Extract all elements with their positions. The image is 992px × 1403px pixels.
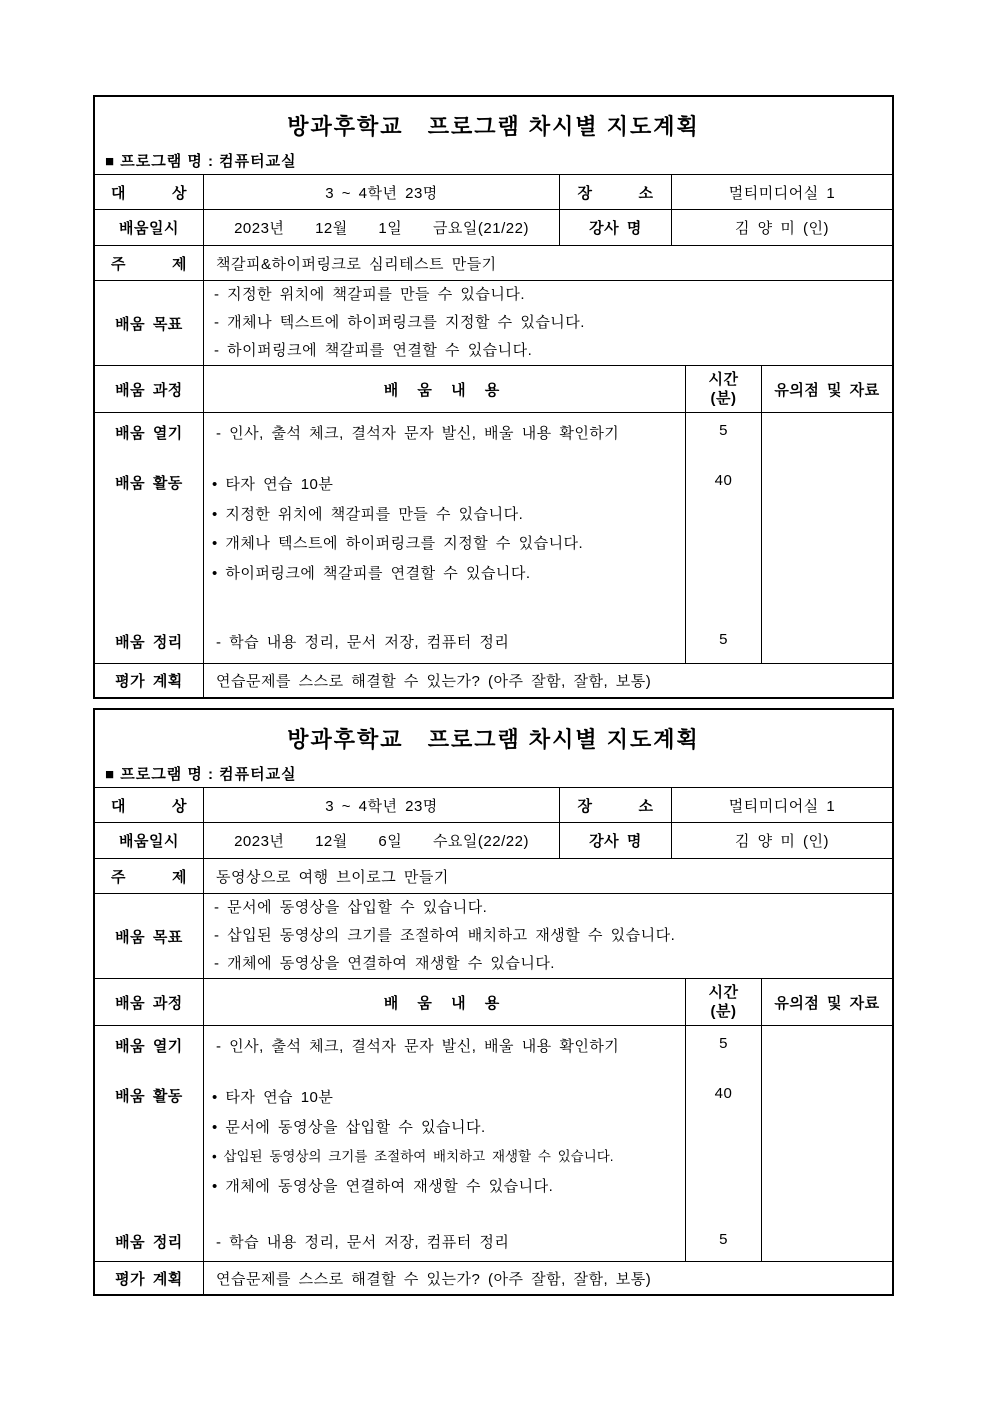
- process-header-row: [95, 979, 892, 1026]
- goal-row: [95, 894, 892, 979]
- opening-time: 5: [686, 413, 762, 463]
- activity-item: • 타자 연습 10분: [212, 476, 334, 493]
- subject-value: 책갈피&하이퍼링크로 심리테스트 만들기: [216, 255, 497, 273]
- date-value: 2023년 12월 1일 금요일(21/22): [204, 210, 560, 245]
- activity-row: [95, 463, 892, 628]
- activity-content: [204, 463, 686, 628]
- opening-row: [95, 413, 892, 463]
- target-label: 대 상: [95, 175, 204, 209]
- time-col-header: 시간 (분): [686, 366, 762, 412]
- goal-row: [95, 281, 892, 366]
- subject-row: [95, 246, 892, 281]
- date-instructor-row: [95, 210, 892, 246]
- goal-line: - 문서에 동영상을 삽입할 수 있습니다.: [214, 899, 488, 916]
- opening-content: - 인사, 출석 체크, 결석자 문자 발신, 배울 내용 확인하기: [204, 413, 686, 463]
- content-col-header: 배 움 내 용: [204, 979, 686, 1025]
- activity-item: • 하이퍼링크에 책갈피를 연결할 수 있습니다.: [212, 564, 531, 582]
- wrapup-time: 5: [686, 628, 762, 663]
- opening-label: 배움 열기: [95, 1026, 204, 1076]
- instructor-label: 강사 명: [560, 823, 672, 858]
- lesson-plan-table-2: [93, 708, 894, 1296]
- evaluation-row: [95, 1262, 892, 1294]
- evaluation-label: 평가 계획: [95, 664, 204, 697]
- activity-time: 40: [686, 1076, 762, 1228]
- activity-label: 배움 활동: [95, 1076, 204, 1228]
- table-header-block: [95, 710, 892, 788]
- goal-label: 배움 목표: [95, 281, 204, 365]
- activity-notes: [762, 463, 892, 628]
- opening-notes: [762, 413, 892, 463]
- process-col-header: 배움 과정: [95, 979, 204, 1025]
- wrapup-time: 5: [686, 1228, 762, 1261]
- activity-item: • 개체에 동영상을 연결하여 재생할 수 있습니다.: [212, 1177, 554, 1195]
- goal-content: [204, 894, 892, 978]
- wrapup-notes: [762, 628, 892, 663]
- opening-notes: [762, 1026, 892, 1076]
- place-value: 멀티미디어실 1: [728, 184, 836, 202]
- date-label: 배움일시: [95, 823, 204, 858]
- activity-item: • 문서에 동영상을 삽입할 수 있습니다.: [212, 1118, 486, 1136]
- wrapup-label: 배움 정리: [95, 628, 204, 663]
- lesson-plan-table-1: [93, 95, 894, 699]
- time-col-header: 시간 (분): [686, 979, 762, 1025]
- table-header-block: [95, 97, 892, 175]
- program-name: ■ 프로그램 명 : 컴퓨터교실: [105, 153, 297, 170]
- place-label: 장 소: [560, 175, 672, 209]
- goal-line: - 개체나 텍스트에 하이퍼링크를 지정할 수 있습니다.: [214, 314, 585, 331]
- activity-notes: [762, 1076, 892, 1228]
- process-col-header: 배움 과정: [95, 366, 204, 412]
- program-name: ■ 프로그램 명 : 컴퓨터교실: [105, 766, 297, 783]
- content-col-header: 배 움 내 용: [204, 366, 686, 412]
- notes-col-header: 유의점 및 자료: [774, 381, 880, 399]
- subject-label: 주 제: [95, 246, 204, 280]
- goal-line: - 삽입된 동영상의 크기를 조절하여 배치하고 재생할 수 있습니다.: [214, 927, 676, 944]
- subject-row: [95, 859, 892, 894]
- evaluation-content: 연습문제를 스스로 해결할 수 있는가? (아주 잘함, 잘함, 보통): [216, 1270, 652, 1288]
- opening-row: [95, 1026, 892, 1076]
- goal-label: 배움 목표: [95, 894, 204, 978]
- target-label: 대 상: [95, 788, 204, 822]
- activity-time: 40: [686, 463, 762, 628]
- target-value: 3 ~ 4학년 23명: [204, 175, 560, 209]
- process-header-row: [95, 366, 892, 413]
- goal-content: [204, 281, 892, 365]
- activity-content: [204, 1076, 686, 1228]
- instructor-value: 김 양 미 (인): [735, 220, 829, 237]
- date-value: 2023년 12월 6일 수요일(22/22): [204, 823, 560, 858]
- page-title: 방과후학교 프로그램 차시별 지도계획: [287, 726, 700, 752]
- page-title: 방과후학교 프로그램 차시별 지도계획: [287, 113, 700, 139]
- instructor-value: 김 양 미 (인): [735, 833, 829, 850]
- goal-line: - 개체에 동영상을 연결하여 재생할 수 있습니다.: [214, 955, 555, 972]
- wrapup-content: - 학습 내용 정리, 문서 저장, 컴퓨터 정리: [204, 1228, 686, 1261]
- date-instructor-row: [95, 823, 892, 859]
- activity-item: • 삽입된 동영상의 크기를 조절하여 배치하고 재생할 수 있습니다.: [212, 1149, 614, 1164]
- subject-value: 동영상으로 여행 브이로그 만들기: [216, 868, 449, 886]
- opening-time: 5: [686, 1026, 762, 1076]
- wrapup-content: - 학습 내용 정리, 문서 저장, 컴퓨터 정리: [204, 628, 686, 663]
- place-label: 장 소: [560, 788, 672, 822]
- activity-item: • 타자 연습 10분: [212, 1089, 334, 1106]
- activity-row: [95, 1076, 892, 1228]
- activity-label: 배움 활동: [95, 463, 204, 628]
- date-label: 배움일시: [95, 210, 204, 245]
- place-value: 멀티미디어실 1: [728, 797, 836, 815]
- evaluation-row: [95, 664, 892, 697]
- target-value: 3 ~ 4학년 23명: [204, 788, 560, 822]
- evaluation-label: 평가 계획: [95, 1262, 204, 1294]
- wrapup-label: 배움 정리: [95, 1228, 204, 1261]
- goal-line: - 하이퍼링크에 책갈피를 연결할 수 있습니다.: [214, 342, 533, 359]
- opening-label: 배움 열기: [95, 413, 204, 463]
- wrapup-notes: [762, 1228, 892, 1261]
- instructor-label: 강사 명: [560, 210, 672, 245]
- activity-item: • 개체나 텍스트에 하이퍼링크를 지정할 수 있습니다.: [212, 535, 584, 552]
- wrapup-row: [95, 1228, 892, 1262]
- goal-line: - 지정한 위치에 책갈피를 만들 수 있습니다.: [214, 286, 525, 303]
- subject-label: 주 제: [95, 859, 204, 893]
- notes-col-header: 유의점 및 자료: [774, 994, 880, 1012]
- opening-content: - 인사, 출석 체크, 결석자 문자 발신, 배울 내용 확인하기: [204, 1026, 686, 1076]
- wrapup-row: [95, 628, 892, 664]
- evaluation-content: 연습문제를 스스로 해결할 수 있는가? (아주 잘함, 잘함, 보통): [216, 673, 652, 690]
- target-place-row: [95, 175, 892, 210]
- target-place-row: [95, 788, 892, 823]
- activity-item: • 지정한 위치에 책갈피를 만들 수 있습니다.: [212, 505, 524, 523]
